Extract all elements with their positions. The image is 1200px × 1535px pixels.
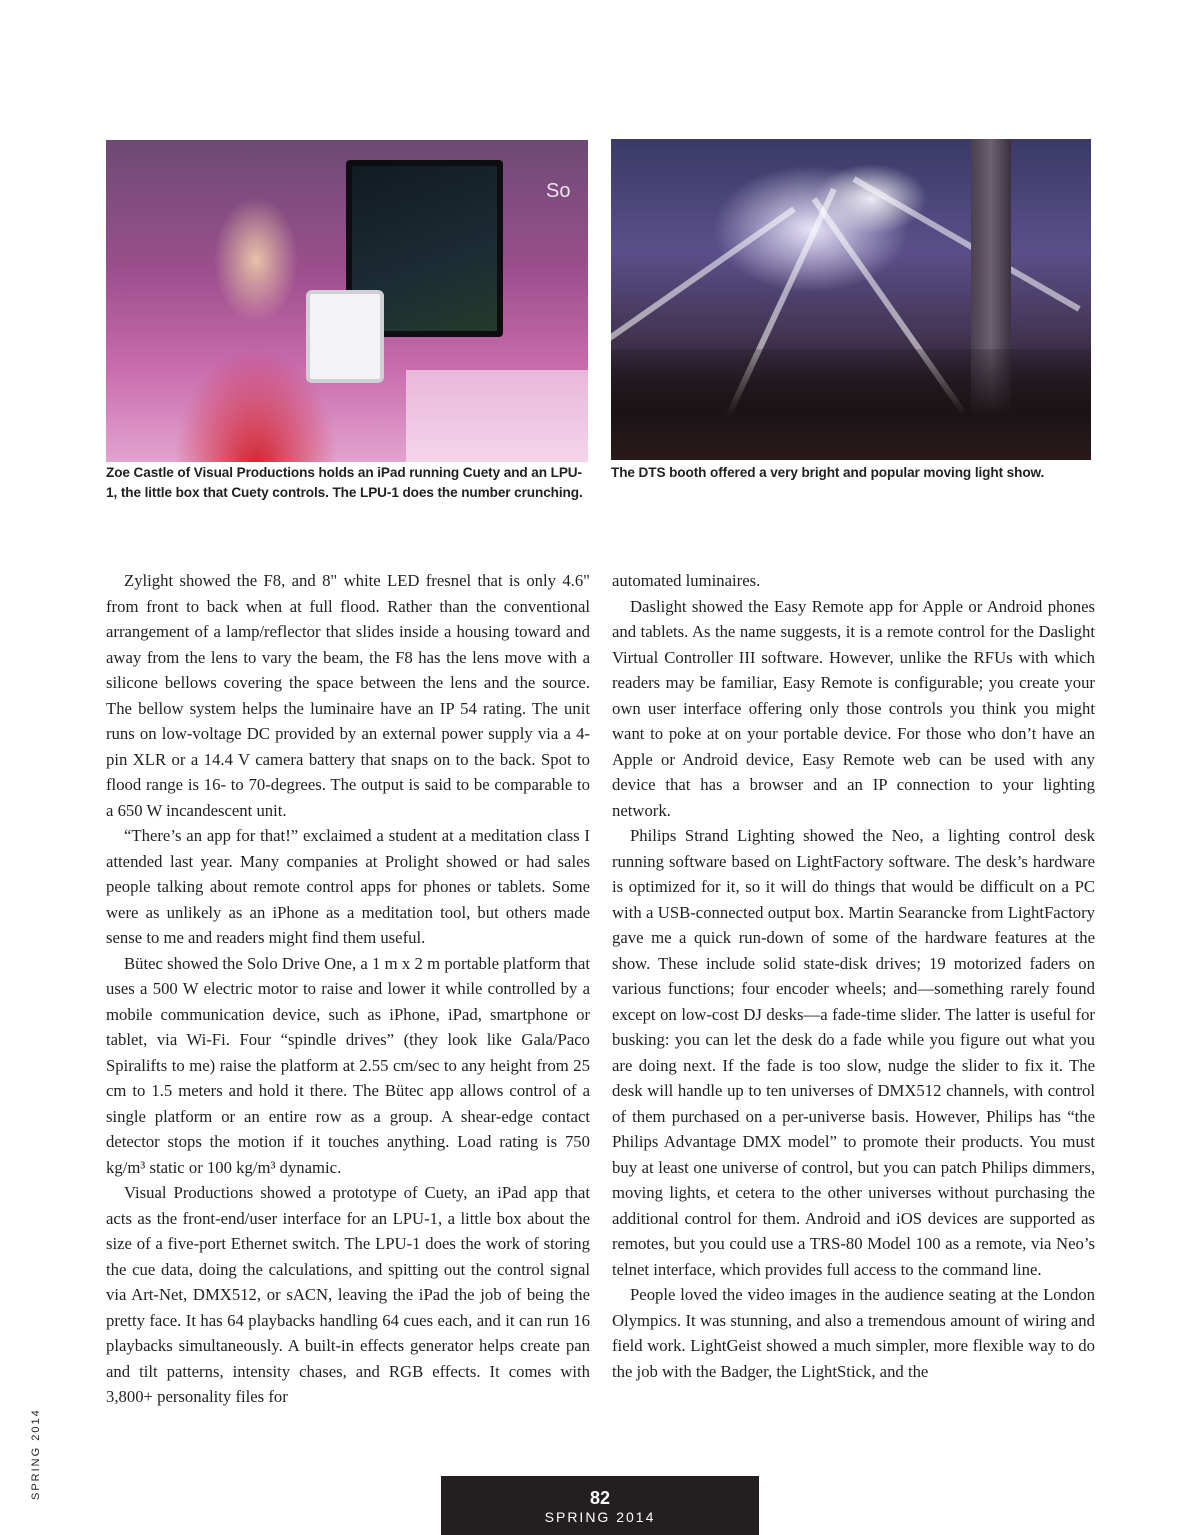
paragraph-philips-strand: Philips Strand Lighting showed the Neo, a lighting control desk running software based on LightFactory software. The desk’s hardware is optimized for it, so it will do things that would be difficult on a PC with a USB-connected output box. Martin Searancke from LightFactory gave me a quick run-down of some of the hardware features at the show. These include solid state-disk drives; 19 motorized faders on various functions; four encoder wheels; and—something rarely found except on low-cost DJ desks—a fade-time slider. The latter is useful for busking: you can let the desk do a fade while you figure out what you are doing next. If the fade is too slow, nudge the slider to fix it. The desk will handle up to ten universes of DMX512 channels, with control of them purchased on a per-universe basis. However, Philips has “the Philips Advantage DMX model” to promote their products. You must buy at least one universe of control, but you can patch Philips dimmers, moving lights, et cetera to the other universes without purchasing the additional control for them. Android and iOS devices are supported as remotes, but you could use a TRS-80 Model 100 as a remote, via Neo’s telnet interface, which provides full access to the command line. [612, 826, 1095, 1279]
article-column-left [106, 568, 590, 1410]
article-column-right [612, 568, 1095, 1384]
paragraph-butec: Bütec showed the Solo Drive One, a 1 m x 2 m portable platform that uses a 500 W electric motor to raise and lower it while controlled by a mobile communication device, such as iPhone, iPad, smartphone or tablet, via Wi-Fi. Four “spindle drives” (they look like Gala/Paco Spiralifts to me) raise the platform at 2.55 cm/sec to any height from 25 cm to 1.5 meters and hold it there. The Bütec app allows control of a single platform or an entire row as a group. A shear-edge contact detector stops the motion if it touches anything. Load rating is 750 kg/m³ static or 100 kg/m³ dynamic. [106, 953, 590, 1177]
paragraph-lightgeist: People loved the video images in the audience seating at the London Olympics. It was stunning, and also a tremendous amount of wiring and field work. LightGeist showed a much simpler, more flexible way to do the job with the Badger, the LightStick, and the [612, 1285, 1095, 1381]
photo-zoe-castle-ipad [106, 140, 588, 462]
paragraph-visual-productions: Visual Productions showed a prototype of Cuety, an iPad app that acts as the front-end/user interface for an LPU-1, a little box about the size of a five-port Ethernet switch. The LPU-1 does the work of storing the cue data, doing the calculations, and spitting out the control signal via Art-Net, DMX512, or sACN, leaving the iPad the job of being the pretty face. It has 64 playbacks handling 64 cues each, and it can run 16 playbacks simultaneously. A built-in effects generator helps create pan and tilt patterns, intensity chases, and RGB effects. It comes with 3,800+ personality files for [106, 1183, 590, 1406]
paragraph-app-for-that: “There’s an app for that!” exclaimed a student at a meditation class I attended last year. Many companies at Prolight showed or had sales people talking about remote control apps for phones or tablets. Some were as unlikely as an iPhone as a meditation tool, but others made sense to me and readers might find them useful. [106, 826, 590, 947]
light-beam [853, 176, 1081, 311]
crowd-silhouette [611, 349, 1091, 460]
page-number: 82 [589, 1488, 611, 1508]
caption-right-photo: The DTS booth offered a very bright and popular moving light show. [611, 465, 1045, 480]
footer-issue-label: SPRING 2014 [544, 1509, 656, 1525]
ipad-image-element [306, 290, 384, 383]
vertical-issue-label: SPRING 2014 [30, 1408, 42, 1500]
page-footer [441, 1476, 759, 1535]
caption-left-photo: Zoe Castle of Visual Productions holds an iPad running Cuety and an LPU-1, the little box that Cuety controls. The LPU-1 does the number crunching. [106, 465, 583, 500]
booth-sign-text: So [546, 180, 571, 202]
photo-dts-booth-light-show [611, 139, 1091, 460]
booth-counter-image-element [406, 370, 588, 462]
paragraph-zylight: Zylight showed the F8, and 8" white LED fresnel that is only 4.6" from front to back when at full flood. Rather than the conventional arrangement of a lamp/reflector that slides inside a housing toward and away from the lens to vary the beam, the F8 has the lens move with a silicone bellows covering the space between the lens and the source. The bellow system helps the luminaire have an IP 54 rating. The unit runs on low-voltage DC provided by an external power supply via a 4-pin XLR or a 14.4 V camera battery that snaps on to the back. Spot to flood range is 16- to 70-degrees. The output is said to be comparable to a 650 W incandescent unit. [106, 571, 590, 820]
paragraph-daslight: Daslight showed the Easy Remote app for Apple or Android phones and tablets. As the name suggests, it is a remote control for the Daslight Virtual Controller III software. However, unlike the RFUs with which readers may be familiar, Easy Remote is configurable; you create your own user interface offering only those controls you think you might want to poke at on your portable device. For those who don’t have an Apple or Android device, Easy Remote web can be used with any device that has a browser and an IP connection to your lighting network. [612, 596, 1095, 820]
paragraph-continuation: automated luminaires. [612, 571, 761, 590]
